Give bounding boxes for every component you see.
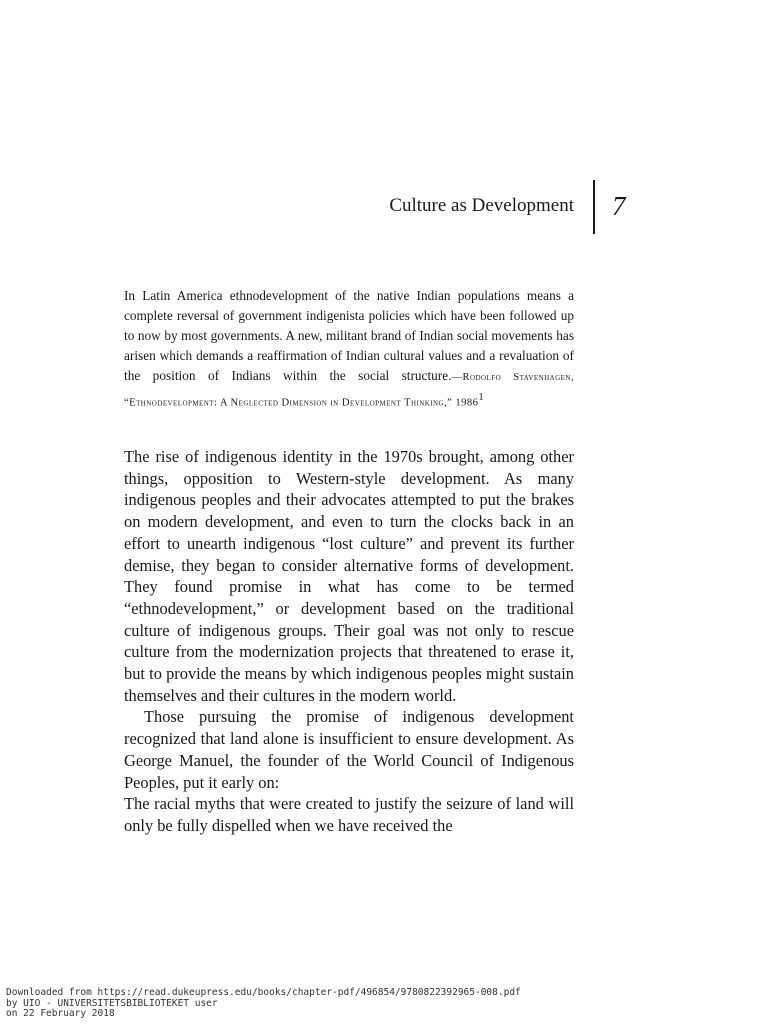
chapter-heading	[340, 180, 640, 234]
chapter-divider-rule	[593, 180, 595, 234]
block-quote: The racial myths that were created to justify the seizure of land will only be fully dispelled when we have received the	[124, 794, 574, 835]
chapter-title: Culture as Development	[389, 195, 574, 216]
download-footer	[6, 988, 521, 1020]
chapter-number: 7	[612, 191, 626, 221]
epigraph-text: In Latin America ethnodevelopment of the native Indian populations means a complete reversal of government indigenista policies which have been followed up to now by most governments. A new, militant brand of Indian social movements has arisen which demands a reaffirmation of Indian cultural values and a revaluation of the position of Indians within the social structure.	[124, 288, 574, 383]
footer-line: on 22 February 2018	[6, 1008, 115, 1019]
epigraph	[124, 286, 574, 413]
footnote-marker: 1	[478, 391, 485, 403]
paragraph-1: The rise of indigenous identity in the 1970s brought, among other things, opposition to Western-style development. As many indigenous peoples and their advocates attempted to put the brakes on modern development, and even to turn the clocks back in an effort to unearth indigenous “lost culture” and prevent its further demise, they began to consider alternative forms of development. They found promise in what has come to be termed “ethnodevelopment,” or development based on the traditional culture of indigenous groups. Their goal was not only to rescue culture from the modernization projects that threatened to erase it, but to provide the means by which indigenous peoples might sustain themselves and their cultures in the modern world.	[124, 447, 574, 705]
body-text	[124, 446, 574, 837]
paragraph-2: Those pursuing the promise of indigenous development recognized that land alone is insufficient to ensure development. As George Manuel, the founder of the World Council of Indigenous Peoples, put it early on:	[124, 707, 574, 792]
epigraph-attribution: —Rodolfo Stavenhagen, “Ethnodevelopment: A Neglected Dimension in Development Thinking,” 1986	[124, 371, 574, 408]
footer-line: Downloaded from https://read.dukeupress.edu/books/chapter-pdf/496854/9780822392965-008.pdf	[6, 987, 521, 998]
footer-line: by UIO - UNIVERSITETSBIBLIOTEKET user	[6, 997, 218, 1009]
